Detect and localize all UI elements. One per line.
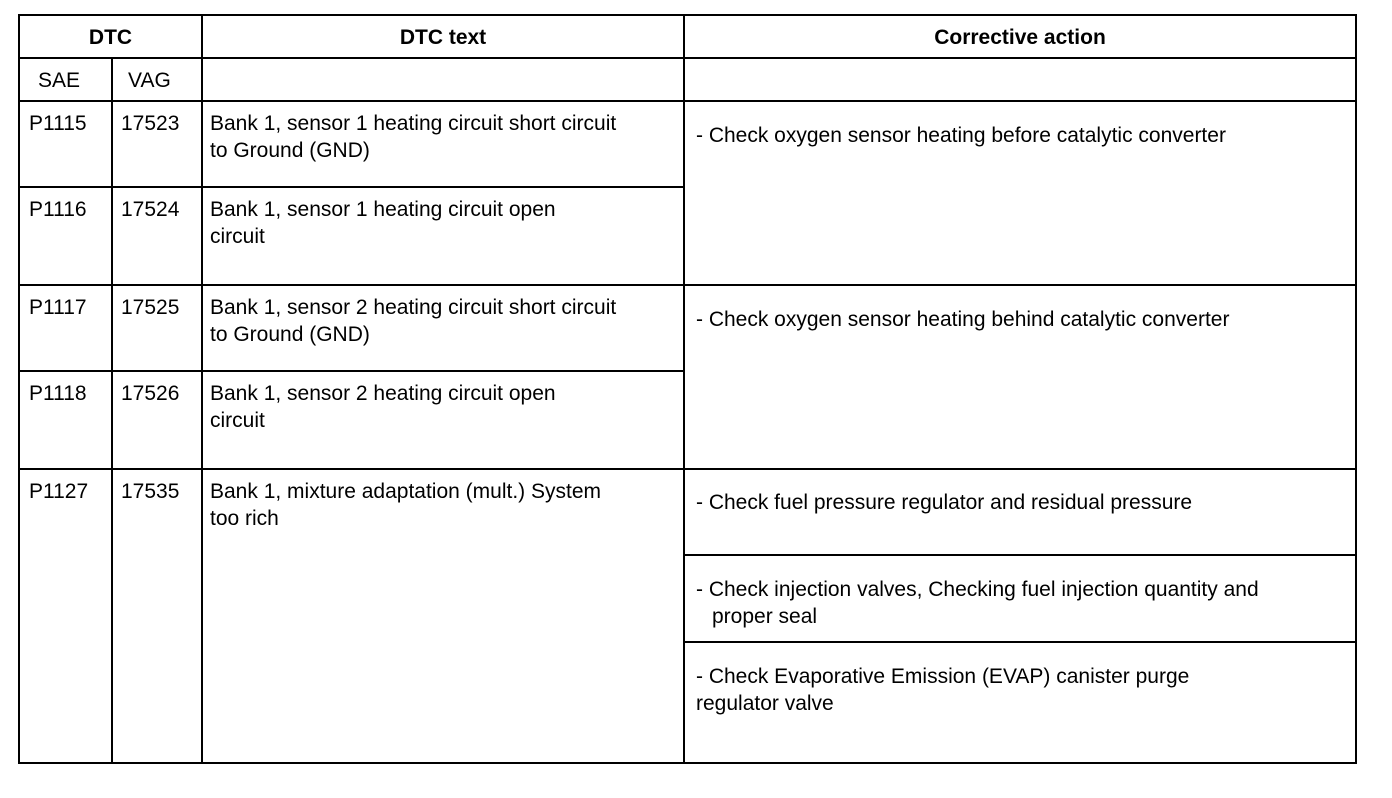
header-sae: SAE	[38, 69, 81, 92]
corrective-action: - Check oxygen sensor heating behind catalytic converter	[696, 308, 1230, 331]
sae-code: P1116	[29, 198, 87, 221]
column-divider	[683, 14, 685, 764]
table-border	[1355, 14, 1357, 764]
corrective-action: - Check Evaporative Emission (EVAP) canister purge	[696, 665, 1190, 688]
header-corrective-action: Corrective action	[934, 26, 1106, 49]
table-border	[18, 14, 1357, 16]
corrective-action: - Check oxygen sensor heating before catalytic converter	[696, 124, 1226, 147]
sae-code: P1118	[29, 382, 87, 405]
dtc-description: too rich	[210, 507, 279, 530]
dtc-description: Bank 1, sensor 1 heating circuit short circuit	[210, 112, 617, 135]
dtc-description: circuit	[210, 409, 265, 432]
header-vag: VAG	[128, 69, 171, 92]
row-divider	[201, 57, 1357, 59]
sae-code: P1115	[29, 112, 87, 135]
sae-code: P1117	[29, 296, 87, 319]
row-divider	[18, 284, 1357, 286]
table-border	[18, 762, 1357, 764]
vag-code: 17535	[121, 480, 180, 503]
table-border	[18, 14, 20, 764]
vag-code: 17524	[121, 198, 180, 221]
vag-code: 17525	[121, 296, 180, 319]
dtc-description: Bank 1, sensor 2 heating circuit open	[210, 382, 556, 405]
row-divider	[683, 554, 1357, 556]
dtc-description: Bank 1, sensor 1 heating circuit open	[210, 198, 556, 221]
row-divider	[18, 100, 1357, 102]
dtc-description: to Ground (GND)	[210, 139, 370, 162]
column-divider	[111, 58, 113, 764]
dtc-description: Bank 1, mixture adaptation (mult.) System	[210, 480, 601, 503]
corrective-action: - Check injection valves, Checking fuel injection quantity and	[696, 578, 1259, 601]
dtc-description: to Ground (GND)	[210, 323, 370, 346]
column-divider	[201, 14, 203, 764]
corrective-action: proper seal	[712, 605, 818, 628]
row-divider	[18, 57, 202, 59]
sae-code: P1127	[29, 480, 89, 503]
dtc-description: circuit	[210, 225, 265, 248]
row-divider	[683, 641, 1357, 643]
header-dtc-text: DTC text	[399, 26, 487, 49]
row-divider	[18, 186, 684, 188]
dtc-description: Bank 1, sensor 2 heating circuit short circuit	[210, 296, 617, 319]
row-divider	[18, 468, 1357, 470]
header-dtc: DTC	[88, 26, 133, 49]
row-divider	[18, 370, 684, 372]
vag-code: 17523	[121, 112, 180, 135]
vag-code: 17526	[121, 382, 180, 405]
corrective-action: - Check fuel pressure regulator and residual pressure	[696, 491, 1193, 514]
corrective-action: regulator valve	[696, 692, 834, 715]
